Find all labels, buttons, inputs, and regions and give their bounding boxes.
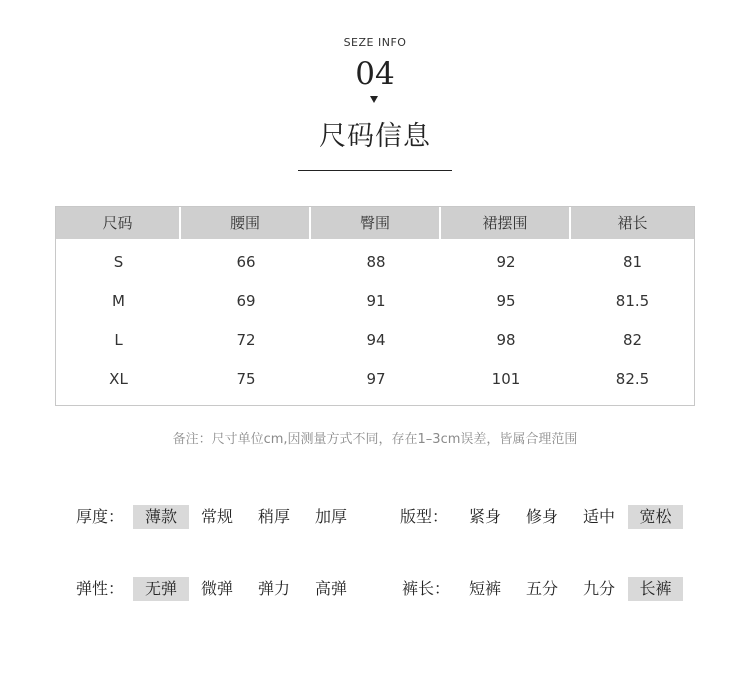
table-cell: L (114, 331, 123, 349)
fit-option-tight[interactable]: 紧身 (469, 507, 502, 526)
table-cell: 88 (366, 253, 386, 271)
table-cell: 75 (236, 370, 256, 388)
table-cell: 97 (366, 370, 386, 388)
size-note: 备注：尺寸单位cm,因测量方式不同，存在1–3cm误差，皆属合理范围 (172, 432, 578, 447)
table-cell: XL (109, 370, 128, 388)
title-divider (298, 170, 452, 171)
table-cell: 98 (496, 331, 516, 349)
column-header-size: 尺码 (56, 207, 181, 239)
elasticity-option-high[interactable]: 高弹 (315, 579, 348, 598)
fit-option-regular[interactable]: 适中 (583, 507, 616, 526)
table-cell: S (113, 253, 124, 271)
table-cell: 82.5 (615, 370, 650, 388)
column-header-waist: 腰围 (181, 207, 311, 239)
elasticity-option-stretch[interactable]: 弹力 (258, 579, 291, 598)
length-option-long[interactable]: 长裤 (628, 577, 683, 601)
elasticity-option-none[interactable]: 无弹 (133, 577, 189, 601)
elasticity-option-slight[interactable]: 微弹 (201, 579, 234, 598)
thickness-option-thick[interactable]: 加厚 (315, 507, 348, 526)
fit-option-slim[interactable]: 修身 (526, 507, 559, 526)
table-row (56, 243, 694, 282)
column-header-hem: 裙摆围 (441, 207, 571, 239)
table-cell: 81.5 (615, 292, 650, 310)
size-table (55, 206, 695, 406)
thickness-option-slightly-thick[interactable]: 稍厚 (258, 507, 291, 526)
table-cell: 72 (236, 331, 256, 349)
table-cell: 95 (496, 292, 516, 310)
thickness-option-regular[interactable]: 常规 (201, 507, 234, 526)
table-cell: 94 (366, 331, 386, 349)
page-title: 尺码信息 (319, 121, 431, 152)
table-header (56, 207, 694, 239)
elasticity-label: 弹性： (76, 579, 125, 598)
table-cell: 81 (622, 253, 643, 271)
table-row (56, 321, 694, 360)
section-number: 04 (355, 56, 395, 92)
table-cell: M (112, 292, 125, 310)
column-header-hip: 臀围 (311, 207, 441, 239)
table-cell: 66 (236, 253, 256, 271)
table-cell: 82 (622, 331, 643, 349)
column-header-length: 裙长 (571, 207, 694, 239)
table-row (56, 360, 694, 399)
table-row (56, 282, 694, 321)
table-cell: 92 (496, 253, 516, 271)
fit-option-loose[interactable]: 宽松 (628, 505, 683, 529)
length-option-ninth[interactable]: 九分 (583, 579, 616, 598)
triangle-down-icon (370, 96, 378, 103)
length-option-shorts[interactable]: 短裤 (469, 579, 502, 598)
table-cell: 69 (236, 292, 256, 310)
section-subtitle: SEZE INFO (343, 36, 407, 49)
table-cell: 101 (491, 370, 521, 388)
thickness-option-thin[interactable]: 薄款 (133, 505, 189, 529)
table-cell: 91 (366, 292, 386, 310)
length-label: 裤长： (402, 579, 451, 598)
length-option-half[interactable]: 五分 (526, 579, 559, 598)
fit-label: 版型： (400, 507, 449, 526)
thickness-label: 厚度： (76, 507, 125, 526)
